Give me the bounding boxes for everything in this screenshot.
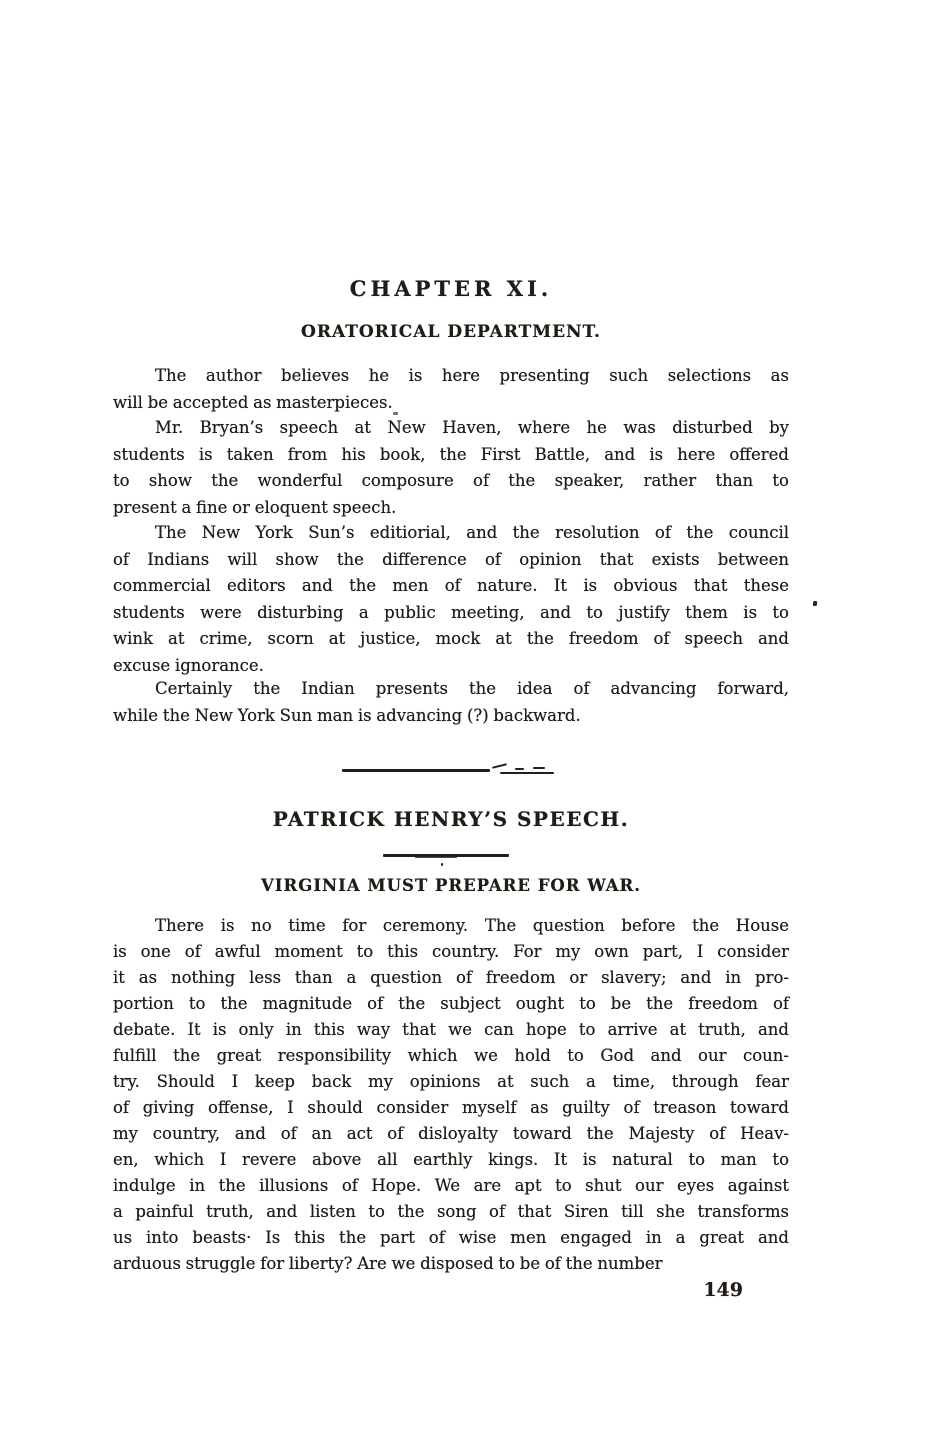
speech-subtitle: VIRGINIA MUST PREPARE FOR WAR.: [261, 876, 641, 895]
paragraph: [113, 415, 789, 521]
text-line: students were disturbing a public meeting, and to justify them is to: [113, 602, 789, 622]
paragraph: [113, 520, 789, 679]
text-line: of Indians will show the difference of opinion that exists between: [113, 549, 789, 569]
divider-line: [415, 856, 457, 858]
text-line: indulge in the illusions of Hope. We are apt to shut our eyes against: [113, 1176, 789, 1195]
text-line: fulfill the great responsibility which we hold to God and our coun-: [113, 1046, 789, 1065]
paragraph: [113, 913, 789, 1277]
page-number: 149: [703, 1279, 743, 1301]
chapter-subheading: ORATORICAL DEPARTMENT.: [301, 322, 601, 342]
text-line: en, which I revere above all earthly kings. It is natural to man to: [113, 1150, 789, 1169]
text-line: to show the wonderful composure of the speaker, rather than to: [113, 471, 789, 490]
text-line: Mr. Bryan’s speech at New Haven, where he was disturbed by: [155, 418, 789, 437]
divider-line: [500, 772, 554, 774]
text-line: Certainly the Indian presents the idea of advancing forward,: [155, 679, 789, 698]
section-divider: [383, 852, 509, 866]
text-line: debate. It is only in this way that we can hope to arrive at truth, and: [113, 1020, 789, 1039]
text-line: students is taken from his book, the First Battle, and is here offered: [113, 444, 789, 464]
divider-tick: [492, 763, 507, 769]
divider-dash: [533, 767, 545, 769]
divider-dash: [515, 768, 524, 770]
text-line: us into beasts· Is this the part of wise men engaged in a great and: [113, 1228, 789, 1247]
text-line: will be accepted as masterpieces.: [113, 392, 393, 412]
divider-dot: [441, 863, 443, 866]
text-line: There is no time for ceremony. The question before the House: [155, 916, 789, 935]
chapter-heading: CHAPTER XI.: [349, 276, 553, 301]
text-line: it as nothing less than a question of freedom or slavery; and in pro-: [113, 968, 789, 987]
text-line: present a fine or eloquent speech.: [113, 497, 397, 517]
text-line: portion to the magnitude of the subject ought to be the freedom of: [113, 994, 789, 1013]
speech-title: PATRICK HENRY’S SPEECH.: [272, 807, 630, 831]
paragraph: [113, 363, 789, 416]
paragraph: [113, 676, 789, 729]
text-line: commercial editors and the men of nature. It is obvious that these: [113, 576, 789, 595]
text-line: my country, and of an act of disloyalty toward the Majesty of Heav-: [113, 1124, 789, 1143]
text-line: of giving offense, I should consider myself as guilty of treason toward: [113, 1098, 789, 1117]
ink-speck: [813, 601, 818, 607]
divider-line: [342, 769, 490, 772]
text-line: excuse ignorance.: [113, 655, 264, 675]
text-line: is one of awful moment to this country. For my own part, I consider: [113, 942, 789, 961]
text-line: try. Should I keep back my opinions at such a time, through fear: [113, 1072, 789, 1091]
text-line: arduous struggle for liberty? Are we disposed to be of the number: [113, 1254, 663, 1273]
text-line: The author believes he is here presenting such selections as: [155, 366, 789, 385]
text-line: The New York Sun’s editiorial, and the resolution of the council: [155, 523, 789, 542]
text-line: a painful truth, and listen to the song of that Siren till she transforms: [113, 1202, 789, 1221]
section-divider: [342, 765, 557, 777]
text-line: wink at crime, scorn at justice, mock at the freedom of speech and: [113, 629, 789, 648]
text-line: while the New York Sun man is advancing (?) backward.: [113, 705, 581, 725]
